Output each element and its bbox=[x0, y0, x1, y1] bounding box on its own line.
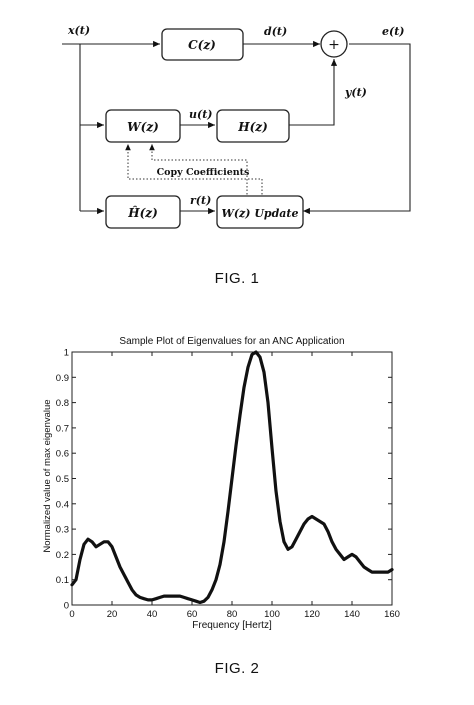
eigenvalue-series-line bbox=[72, 352, 392, 603]
y-tick-label: 0.6 bbox=[55, 448, 69, 460]
x-tick-label: 40 bbox=[146, 609, 158, 620]
block-c-label: C(z) bbox=[188, 38, 216, 52]
x-tick-label: 160 bbox=[384, 609, 400, 620]
y-tick-label: 0 bbox=[63, 600, 69, 612]
y-tick-label: 1 bbox=[63, 347, 69, 359]
x-tick-label: 0 bbox=[69, 609, 75, 620]
y-tick-label: 0.7 bbox=[55, 423, 69, 435]
y-tick-label: 0.8 bbox=[55, 398, 69, 410]
signal-x-label: x(t) bbox=[68, 24, 91, 37]
anc-block-diagram bbox=[0, 0, 474, 300]
x-tick-label: 100 bbox=[264, 609, 280, 620]
y-tick-label: 0.9 bbox=[55, 372, 69, 384]
x-tick-label: 120 bbox=[304, 609, 320, 620]
chart-title: Sample Plot of Eigenvalues for an ANC Application bbox=[119, 336, 345, 347]
block-w-label: W(z) bbox=[127, 120, 159, 134]
block-update-label: W(z) Update bbox=[221, 207, 299, 220]
figure-2-caption: FIG. 2 bbox=[214, 660, 260, 677]
signal-d-label: d(t) bbox=[264, 25, 288, 38]
signal-e-label: e(t) bbox=[382, 25, 405, 38]
signal-r-label: r(t) bbox=[190, 194, 212, 207]
y-tick-label: 0.5 bbox=[55, 474, 69, 485]
y-tick-label: 0.3 bbox=[55, 524, 69, 536]
y-tick-label: 0.1 bbox=[55, 575, 69, 587]
x-tick-label: 140 bbox=[344, 609, 360, 620]
signal-y-label: y(t) bbox=[345, 86, 367, 99]
block-h-label: H(z) bbox=[238, 120, 268, 134]
y-tick-label: 0.4 bbox=[55, 499, 69, 511]
h-to-sum-wire bbox=[289, 59, 334, 125]
error-feedback-wire bbox=[303, 44, 410, 211]
summing-plus-sign: + bbox=[328, 37, 340, 53]
y-tick-label: 0.2 bbox=[55, 549, 69, 561]
chart-plot-frame bbox=[72, 352, 392, 605]
chart-y-axis-label: Normalized value of max eigenvalue bbox=[42, 399, 53, 553]
copy-coefficients-label: Copy Coefficients bbox=[156, 167, 250, 178]
signal-u-label: u(t) bbox=[189, 108, 213, 121]
block-hhat-label: Ĥ(z) bbox=[128, 206, 158, 220]
x-tick-label: 80 bbox=[226, 609, 238, 620]
x-tick-label: 60 bbox=[186, 609, 198, 620]
x-tick-label: 20 bbox=[106, 609, 118, 620]
chart-x-axis-label: Frequency [Hertz] bbox=[192, 620, 272, 631]
figure-1-caption: FIG. 1 bbox=[214, 270, 260, 287]
